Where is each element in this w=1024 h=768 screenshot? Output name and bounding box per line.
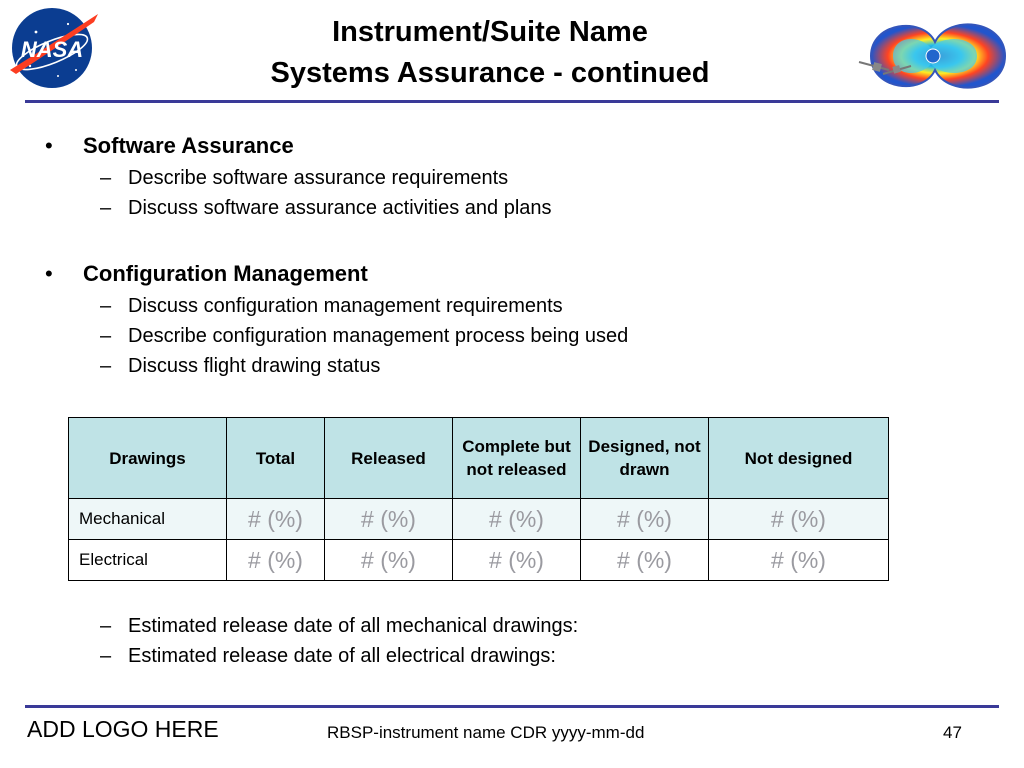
footer-divider: [25, 705, 999, 708]
dash: –: [100, 197, 112, 219]
table-header-row: [69, 418, 889, 499]
bullet-dot: •: [45, 133, 53, 158]
sub-bullet-text: Estimated release date of all electrical drawings:: [128, 645, 556, 667]
table-row: [69, 499, 889, 540]
dash: –: [100, 355, 112, 377]
table-cell: # (%): [581, 540, 709, 581]
footer-document-id: RBSP-instrument name CDR yyyy-mm-dd: [327, 723, 645, 742]
table-cell: # (%): [325, 540, 453, 581]
title-line-1: Instrument/Suite Name: [332, 16, 648, 48]
dash: –: [100, 167, 112, 189]
sub-bullet-text: Discuss configuration management requirements: [128, 295, 563, 317]
nasa-logo-text: NASA: [20, 37, 84, 62]
column-header: Drawings: [69, 418, 227, 499]
table-cell: # (%): [227, 540, 325, 581]
table-cell: # (%): [453, 540, 581, 581]
slide-title: [180, 12, 800, 94]
table-cell: # (%): [709, 540, 889, 581]
row-label: Electrical: [69, 540, 227, 581]
title-line-2: Systems Assurance - continued: [270, 57, 710, 89]
page-number: 47: [943, 723, 962, 742]
sub-bullet-text: Discuss flight drawing status: [128, 355, 381, 377]
table-cell: # (%): [227, 499, 325, 540]
row-label: Mechanical: [69, 499, 227, 540]
table-row: [69, 540, 889, 581]
column-header: Designed, not drawn: [581, 418, 709, 499]
column-header: Released: [325, 418, 453, 499]
bullet-heading: Configuration Management: [83, 261, 368, 286]
table-cell: # (%): [453, 499, 581, 540]
dash: –: [100, 615, 112, 637]
table-cell: # (%): [709, 499, 889, 540]
radiation-belts-image: [853, 8, 1013, 104]
nasa-logo: [6, 4, 102, 90]
column-header: Total: [227, 418, 325, 499]
header-divider: [25, 100, 999, 103]
dash: –: [100, 645, 112, 667]
bullet-heading: Software Assurance: [83, 133, 294, 158]
bullet-dot: •: [45, 261, 53, 286]
dash: –: [100, 295, 112, 317]
table-cell: # (%): [581, 499, 709, 540]
table-cell: # (%): [325, 499, 453, 540]
sub-bullet-text: Describe configuration management process being used: [128, 325, 629, 347]
column-header: Complete but not released: [453, 418, 581, 499]
sub-bullet-text: Describe software assurance requirements: [128, 167, 509, 189]
sub-bullet-text: Discuss software assurance activities and plans: [128, 197, 552, 219]
footer-logo-placeholder: ADD LOGO HERE: [27, 716, 219, 742]
dash: –: [100, 325, 112, 347]
drawing-status-table: [68, 417, 889, 581]
sub-bullet-text: Estimated release date of all mechanical drawings:: [128, 615, 579, 637]
column-header: Not designed: [709, 418, 889, 499]
